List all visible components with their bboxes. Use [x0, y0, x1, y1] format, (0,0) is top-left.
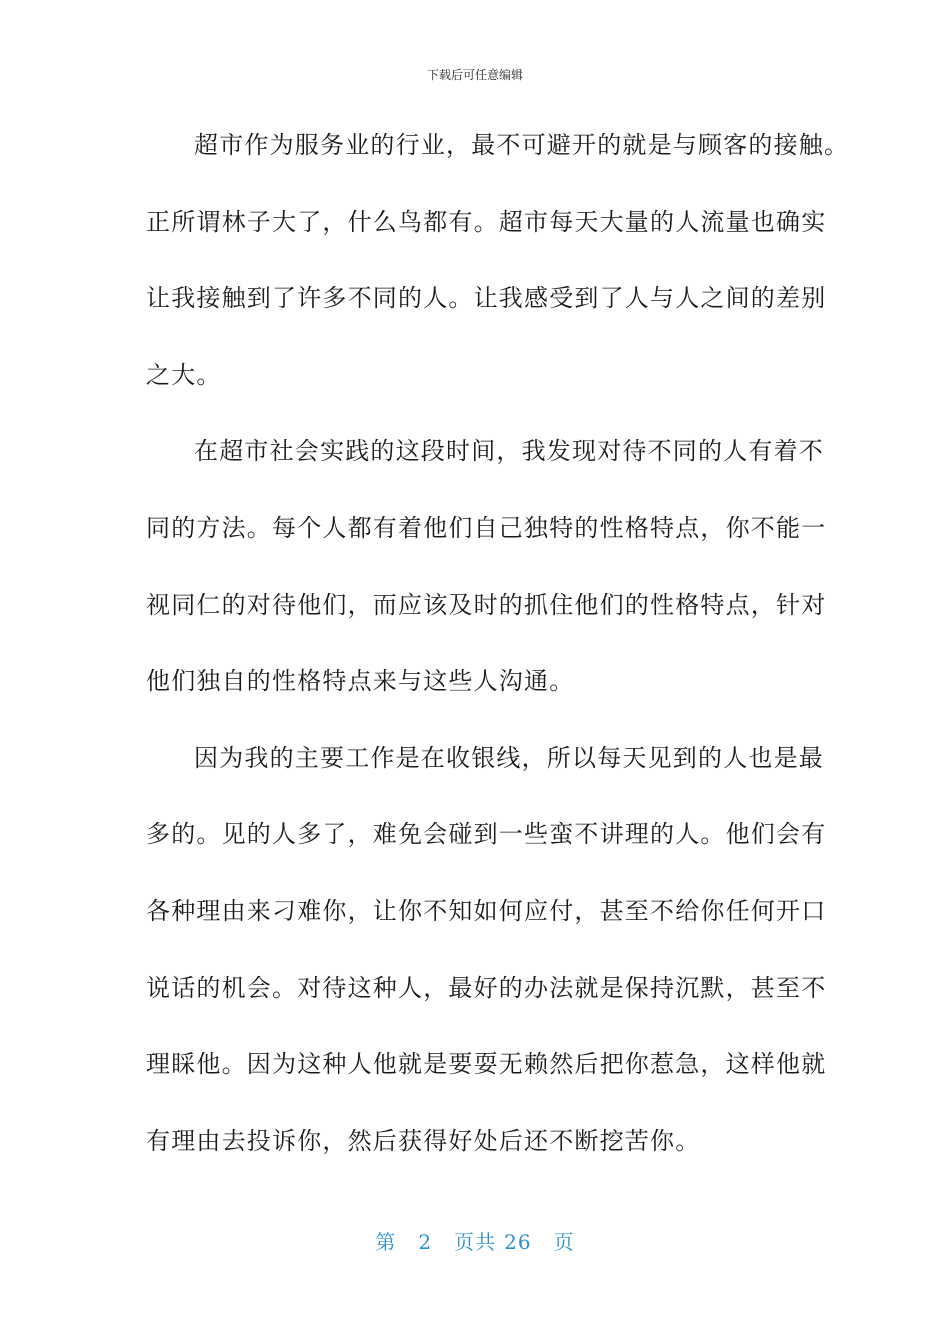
- document-body: [146, 120, 850, 1192]
- paragraph-3-line-1: 因为我的主要工作是在收银线，所以每天见到的人也是最: [194, 743, 824, 772]
- paragraph-1-line-2: 正所谓林子大了，什么鸟都有。超市每天大量的人流量也确实: [146, 207, 827, 236]
- paragraph-3-line-5: 理睬他。因为这种人他就是要耍无赖然后把你惹急，这样他就: [146, 1050, 827, 1079]
- page-header-note: 下载后可任意编辑: [426, 68, 523, 82]
- paragraph-2-line-3: 视同仁的对待他们，而应该及时的抓住他们的性格特点，针对: [146, 590, 827, 619]
- paragraph-1-line-3: 让我接触到了许多不同的人。让我感受到了人与人之间的差别: [146, 284, 827, 313]
- footer-total-pages: 26: [504, 1230, 532, 1254]
- paragraph-1-line-4: 之大。: [146, 360, 222, 389]
- paragraph-3-line-2: 多的。见的人多了，难免会碰到一些蛮不讲理的人。他们会有: [146, 820, 827, 849]
- paragraph-2-line-1: 在超市社会实践的这段时间，我发现对待不同的人有着不: [194, 437, 824, 466]
- footer-page-prefix: 第: [375, 1230, 397, 1254]
- page-footer: [0, 1226, 950, 1255]
- footer-page-number: 2: [418, 1230, 433, 1254]
- paragraph-3-line-3: 各种理由来刁难你，让你不知如何应付，甚至不给你任何开口: [146, 896, 827, 925]
- paragraph-2-line-2: 同的方法。每个人都有着他们自己独特的性格特点，你不能一: [146, 513, 827, 542]
- paragraph-3-line-6: 有理由去投诉你，然后获得好处后还不断挖苦你。: [146, 1126, 701, 1155]
- footer-page-middle: 页共: [454, 1230, 497, 1254]
- paragraph-2-line-4: 他们独自的性格特点来与这些人沟通。: [146, 667, 575, 696]
- footer-page-suffix: 页: [553, 1230, 575, 1254]
- paragraph-3-line-4: 说话的机会。对待这种人，最好的办法就是保持沉默，甚至不: [146, 973, 827, 1002]
- paragraph-1-line-1: 超市作为服务业的行业，最不可避开的就是与顾客的接触。: [194, 131, 850, 159]
